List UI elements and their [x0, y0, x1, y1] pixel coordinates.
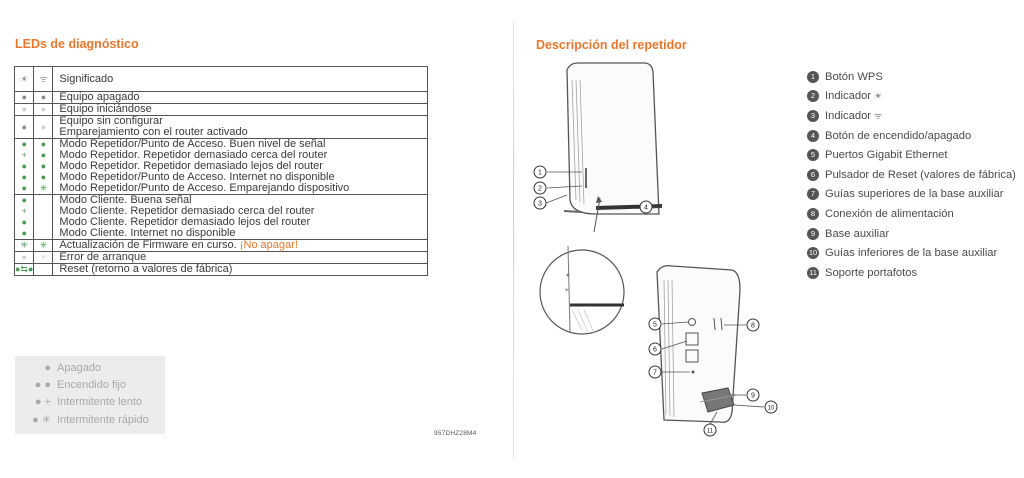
led-dot-icon: + [21, 206, 27, 216]
led-dot-icon: ● [21, 252, 27, 262]
part-item [807, 145, 1016, 165]
part-label: Base auxiliar [825, 227, 890, 240]
led-table-row [15, 139, 428, 195]
wifi-led-state [34, 240, 53, 252]
legend-item: ● + Intermitente lento [34, 396, 142, 408]
led-dot-icon: ● [21, 92, 27, 102]
led-table [14, 66, 428, 276]
part-number-badge: 10 [808, 248, 818, 258]
led-meaning [53, 116, 428, 139]
part-item [807, 185, 1016, 205]
led-dot-icon: ●⇆● [15, 264, 34, 274]
led-dot-icon [34, 212, 52, 223]
led-dot-icon: ✳ [39, 183, 48, 193]
led-meaning [53, 92, 428, 104]
power-led-state [15, 116, 34, 139]
meaning-header: Significado [53, 67, 428, 92]
legend-item: ● Apagado [44, 362, 102, 374]
wifi-led-state [34, 92, 53, 104]
wifi-led-icon: ᯤ [34, 67, 53, 92]
power-led-state [15, 240, 34, 252]
led-dot-icon: ✳ [39, 240, 48, 250]
led-table-row [15, 195, 428, 240]
part-item [807, 204, 1016, 224]
led-meaning [53, 264, 428, 276]
legend-item: ● ● Encendido fijo [34, 379, 127, 391]
part-item [807, 165, 1016, 185]
part-number-badge: 5 [807, 149, 819, 161]
part-number-badge: 3 [807, 110, 819, 122]
indicator-icon: ᯤ [874, 111, 883, 122]
led-dot-icon: ● [21, 228, 27, 238]
led-meaning-line: Modo Cliente. Repetidor demasiado lejos del router [59, 216, 311, 228]
indicator-icon: ☀ [874, 90, 883, 101]
led-meaning-line: Emparejamiento con el router activado [59, 126, 248, 138]
led-dot-icon: ● [21, 161, 27, 171]
led-dot-icon: ● [21, 195, 27, 205]
led-dot-icon: + [21, 150, 27, 160]
part-label: Soporte portafotos [825, 266, 918, 279]
power-led-state [15, 139, 34, 195]
callout-number: 11 [706, 428, 714, 435]
part-item [807, 243, 1016, 263]
led-meaning-line: Error de arranque [59, 251, 147, 263]
power-led-icon: ☀ [15, 67, 34, 92]
led-dot-icon: ● [40, 139, 47, 149]
part-number-badge: 4 [807, 130, 819, 142]
wifi-led-state [34, 116, 53, 139]
repeater-description-title: Descripción del repetidor [536, 38, 687, 52]
callout-number: 8 [751, 322, 755, 330]
led-dot-icon: ● [40, 161, 47, 171]
part-label: Conexión de alimentación [825, 207, 954, 220]
part-number-badge: 6 [807, 169, 819, 181]
part-number-badge: 9 [807, 228, 819, 240]
part-label: Pulsador de Reset (valores de fábrica) [825, 168, 1016, 181]
led-meaning-line: Modo Cliente. Internet no disponible [59, 227, 236, 239]
led-dot-icon: ● [40, 92, 47, 102]
power-led-state [15, 104, 34, 116]
led-dot-icon: + [40, 252, 47, 262]
led-meaning [53, 252, 428, 264]
led-dot-icon: ● [21, 217, 27, 227]
right-page [512, 0, 1024, 478]
part-number-badge: 11 [807, 267, 819, 279]
callout-number: 3 [538, 200, 542, 208]
led-dot-icon: ● [40, 104, 47, 114]
led-meaning-line: Equipo apagado [59, 91, 140, 103]
led-meaning-line: Modo Repetidor/Punto de Acceso. Buen nivel de señal [59, 138, 326, 150]
wifi-led-state [34, 195, 53, 240]
led-dot-icon: ● [40, 121, 47, 132]
led-meaning-line: Modo Cliente. Buena señal [59, 194, 192, 206]
do-not-power-off-warning: ¡No apagar! [239, 239, 298, 251]
led-table-row [15, 104, 428, 116]
power-led-state [15, 195, 34, 240]
callout-number: 1 [538, 169, 542, 177]
led-meaning [53, 104, 428, 116]
led-dot-icon: ● [21, 104, 27, 114]
wifi-led-state [34, 139, 53, 195]
part-item [807, 87, 1016, 107]
led-dot-icon: ● [40, 172, 47, 182]
led-meaning: Actualización de Firmware en curso. ¡No apagar! [53, 240, 428, 252]
led-dot-icon: ● [21, 139, 27, 149]
zoom-detail-illustration [540, 246, 624, 334]
part-label: Indicador [825, 90, 872, 103]
callout-number: 10 [767, 405, 775, 412]
part-label: Guías superiores de la base auxiliar [825, 188, 1004, 201]
led-meaning [53, 195, 428, 240]
part-label: Puertos Gigabit Ethernet [825, 149, 948, 162]
callout-number: 2 [538, 185, 542, 193]
part-number-badge: 1 [807, 71, 819, 83]
led-meaning-line: Equipo iniciándose [59, 103, 152, 115]
document-code: 957DHZ28M4 [434, 430, 477, 437]
callout-number: 6 [653, 346, 657, 354]
callout-number: 5 [653, 321, 657, 329]
callout-number: 4 [644, 204, 648, 212]
part-item [807, 263, 1016, 283]
led-meaning-line: Modo Repetidor. Repetidor demasiado lejos del router [59, 160, 323, 172]
led-dot-icon: ● [40, 150, 47, 160]
led-dot-icon: ✳ [20, 240, 28, 250]
svg-text:☀: ☀ [564, 288, 570, 294]
repeater-device-illustration [564, 63, 662, 214]
led-meaning-line: Reset (retorno a valores de fábrica) [59, 263, 233, 275]
led-table-row [15, 240, 428, 252]
side-view-device-illustration [657, 266, 740, 423]
led-table-row [15, 92, 428, 104]
led-meaning-line: Modo Cliente. Repetidor demasiado cerca del router [59, 205, 315, 217]
wifi-led-state [34, 252, 53, 264]
part-number-badge: 8 [807, 208, 819, 220]
led-dot-icon: ● [21, 121, 27, 132]
led-dot-icon: ● [21, 183, 27, 193]
legend-item: ● ✳ Intermitente rápido [32, 414, 149, 426]
power-led-state [15, 264, 34, 276]
part-number-badge: 2 [807, 90, 819, 102]
parts-list [807, 67, 1016, 283]
led-table-row [15, 116, 428, 139]
power-led-state [15, 252, 34, 264]
led-table-row [15, 252, 428, 264]
led-meaning [53, 139, 428, 195]
part-label: Botón de encendido/apagado [825, 129, 972, 142]
part-item [807, 67, 1016, 87]
callout-number: 7 [653, 369, 657, 377]
part-item [807, 106, 1016, 126]
wifi-led-state [34, 264, 53, 276]
led-dot-icon [34, 264, 52, 275]
led-meaning-line: Equipo sin configurar [59, 115, 163, 127]
led-diagnostics-title: LEDs de diagnóstico [15, 37, 139, 51]
part-item [807, 126, 1016, 146]
led-meaning-line: Modo Repetidor. Repetidor demasiado cerca del router [59, 149, 328, 161]
part-label: Indicador [825, 109, 872, 122]
led-table-row [15, 264, 428, 276]
led-dot-icon: ● [21, 172, 27, 182]
power-led-state [15, 92, 34, 104]
callout-number: 9 [751, 392, 755, 400]
part-item [807, 224, 1016, 244]
part-number-badge: 7 [807, 188, 819, 200]
led-table-header [15, 67, 428, 92]
part-label: Botón WPS [825, 70, 883, 83]
led-legend [15, 356, 165, 434]
led-meaning-line: Modo Repetidor/Punto de Acceso. Emparejando dispositivo [59, 182, 350, 194]
led-meaning-line: Modo Repetidor/Punto de Acceso. Internet no disponible [59, 171, 335, 183]
part-label: Guías inferiores de la base auxiliar [825, 247, 998, 260]
wifi-led-state [34, 104, 53, 116]
